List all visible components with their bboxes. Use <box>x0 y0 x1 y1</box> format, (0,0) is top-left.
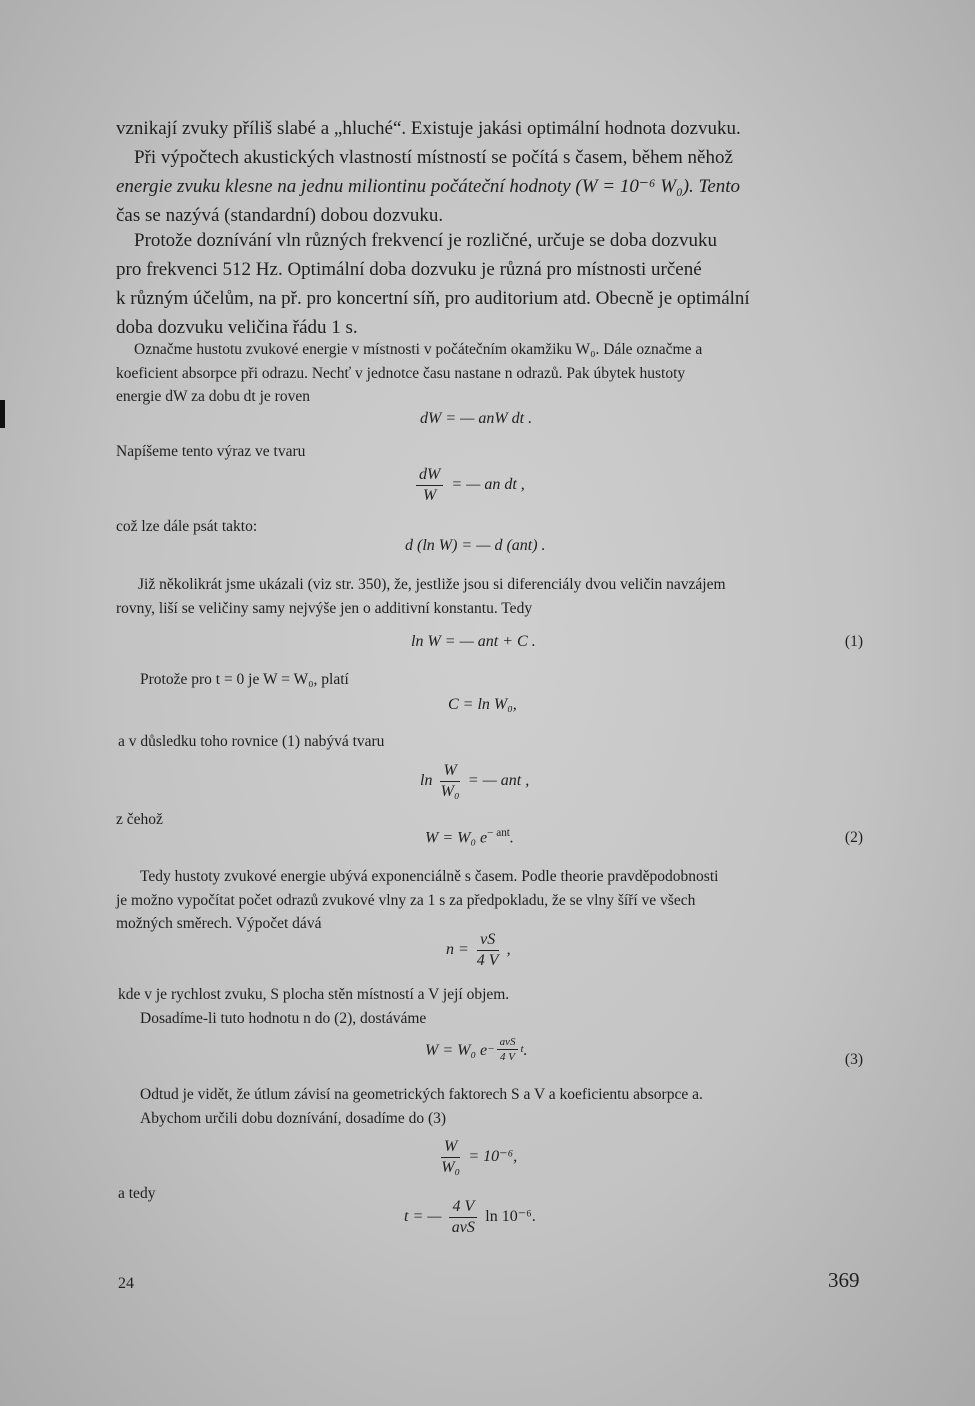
paragraph-frequency <box>116 226 866 342</box>
signature-mark: 24 <box>118 1275 134 1292</box>
equation-3: W = W₀ e− $\frac{\text{avS}}{4 V}$ t. <box>425 1036 528 1063</box>
scan-edge-mark <box>0 400 5 428</box>
equation-d-ln-w: d (ln W) = — d (ant) . <box>405 537 546 554</box>
text-odtud: Odtud je vidět, že útlum závisí na geometrických faktorech S a V a koeficientu absorpce a. <box>140 1086 703 1103</box>
equation-number-1: (1) <box>844 633 863 650</box>
text-line: čas se nazývá (standardní) dobou dozvuku. <box>116 205 444 226</box>
paragraph-exponential <box>116 865 866 936</box>
text-line: rovny, liší se veličiny samy nejvýše jen o additivní konstantu. Tedy <box>116 599 533 617</box>
text-line: doba dozvuku veličina řádu 1 s. <box>116 317 358 338</box>
equation-ln-ratio: ln $\frac{W}{\text{W₀}}$ = — ant , <box>420 762 530 800</box>
text-protoze: Protože pro t = 0 je W = W₀, platí <box>140 671 349 688</box>
text-line: koeficient absorpce při odrazu. Nechť v jednotce času nastane n odrazů. Pak úbytek hustoty <box>116 364 686 382</box>
equation-number-2: (2) <box>844 829 863 846</box>
text-line: energie dW za dobu dt je roven <box>116 388 310 405</box>
equation-n: n = $\frac{vS}{4 V}$ , <box>446 931 511 969</box>
text-line: Již několikrát jsme ukázali (viz str. 350), že, jestliže jsou si diferenciály dvou veličin navzájem <box>138 576 726 593</box>
text-coz: což lze dále psát takto: <box>116 518 258 535</box>
text-z-cehoz: z čehož <box>116 811 163 828</box>
page-number: 369 <box>828 1268 860 1292</box>
text-line: Při výpočtech akustických vlastností místností se počítá s časem, během něhož <box>134 147 733 168</box>
text-line: Protože doznívání vln různých frekvencí je rozličné, určuje se doba dozvuku <box>134 230 717 251</box>
paragraph-intro <box>116 114 866 230</box>
text-abychom: Abychom určili dobu doznívání, dosadíme do (3) <box>140 1110 447 1127</box>
equation-2: W = W₀ $e^{- ant}$. <box>425 827 514 847</box>
paragraph-differentials <box>116 573 866 620</box>
text-line: energie zvuku klesne na jednu miliontinu počáteční hodnoty (W = 10⁻⁶ W₀). Tento <box>116 176 741 197</box>
text-kde: kde v je rychlost zvuku, S plocha stěn místností a V její objem. <box>118 986 510 1003</box>
paragraph-energy-density <box>116 338 866 409</box>
equation-number-3: (3) <box>844 1051 863 1068</box>
text-line: Tedy hustoty zvukové energie ubývá exponenciálně s časem. Podle theorie pravděpodobnosti <box>140 868 719 885</box>
text-line: k různým účelům, na př. pro koncertní síň, pro auditorium atd. Obecně je optimální <box>116 288 750 309</box>
text-line: možných směrech. Výpočet dává <box>116 915 322 932</box>
text-a-v-dusledku: a v důsledku toho rovnice (1) nabývá tvaru <box>118 733 385 750</box>
equation-dw-over-w: $\frac{dW}{W}$ = — an dt , <box>412 466 525 505</box>
equation-t: t = — $\frac{4 V}{\text{avS}}$ ln 10⁻⁶. <box>404 1198 536 1236</box>
text-line: Označme hustotu zvukové energie v místnosti v počátečním okamžiku W₀. Dále označme a <box>134 341 703 358</box>
text-line: je možno vypočítat počet odrazů zvukové vlny za 1 s za předpokladu, že se vlny šíří ve všech <box>116 891 696 909</box>
text-line: vznikají zvuky příliš slabé a „hluché“. Existuje jakási optimální hodnota dozvuku. <box>116 118 741 139</box>
text-napiseme: Napíšeme tento výraz ve tvaru <box>116 443 306 460</box>
equation-1: ln W = — ant + C . <box>411 633 536 650</box>
equation-dw: dW = — anW dt . <box>420 410 533 427</box>
text-line: pro frekvenci 512 Hz. Optimální doba dozvuku je různá pro místnosti určené <box>116 259 702 280</box>
text-dosadime: Dosadíme-li tuto hodnotu n do (2), dostáváme <box>140 1010 427 1027</box>
equation-ratio-10: $\frac{W}{\text{W₀}}$ = 10⁻⁶, <box>441 1138 518 1176</box>
text-a-tedy: a tedy <box>118 1185 156 1202</box>
equation-c: C = ln W₀, <box>448 696 517 713</box>
